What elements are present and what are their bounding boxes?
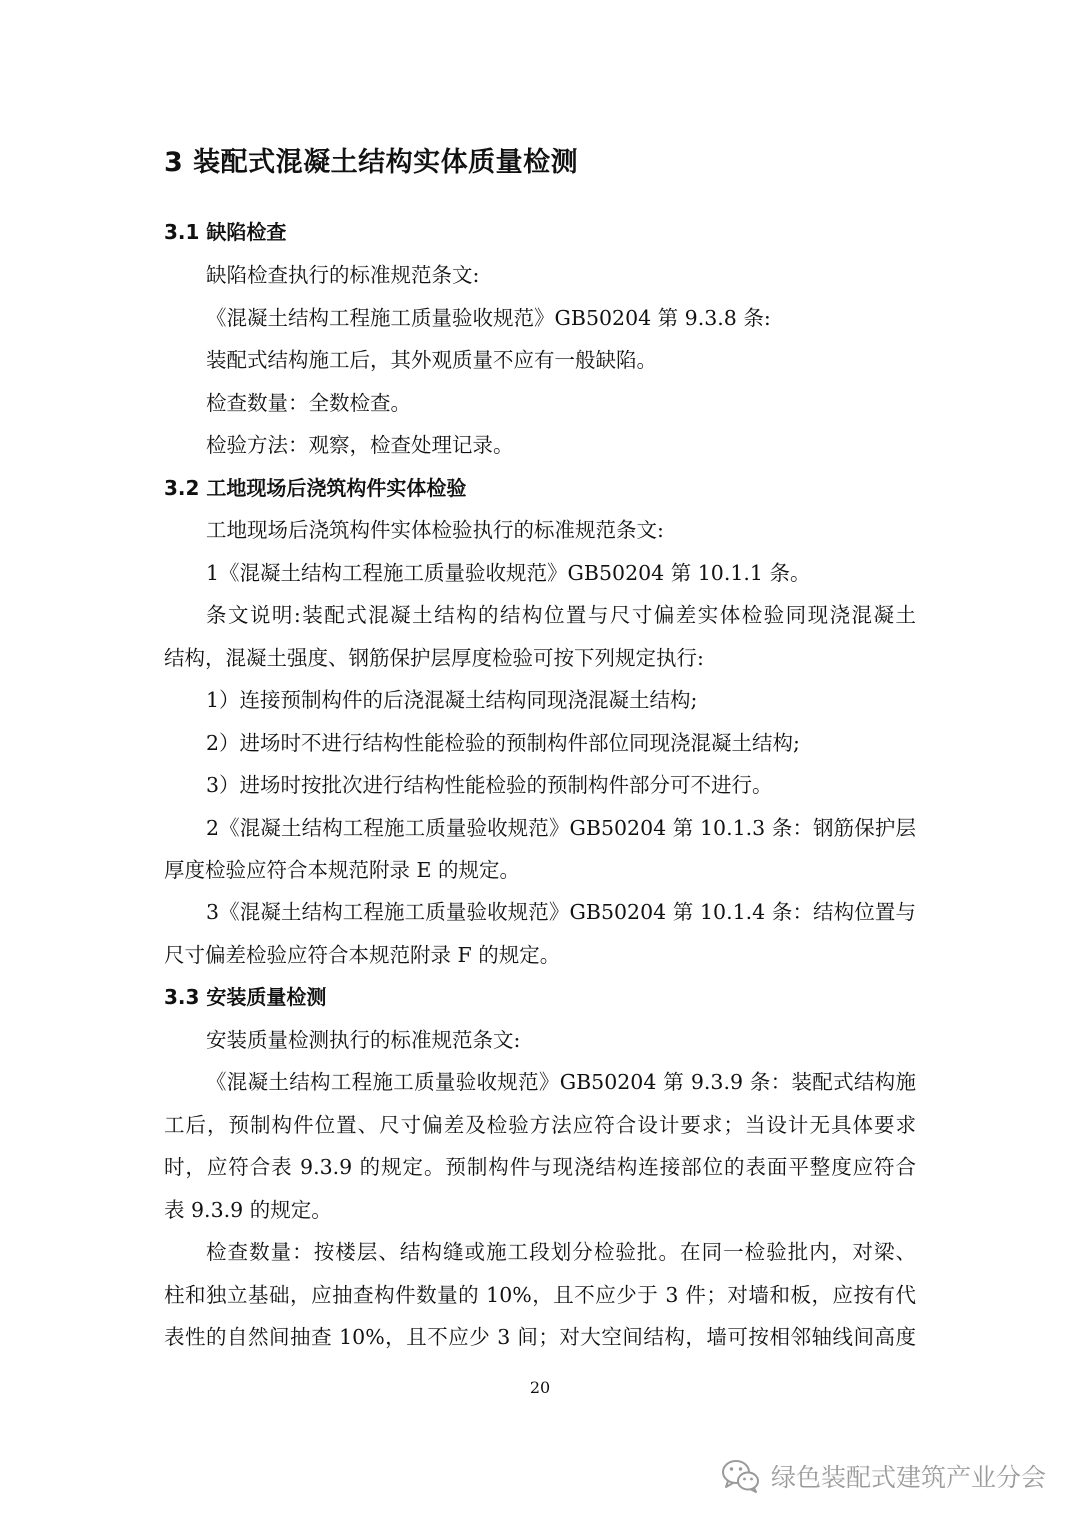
watermark [721, 1458, 1046, 1494]
paragraph-line: 检查数量：全数检查。 [206, 391, 411, 415]
list-item: 2）进场时不进行结构性能检验的预制构件部位同现浇混凝土结构; [206, 731, 800, 755]
paragraph-line: 工地现场后浇筑构件实体检验执行的标准规范条文: [206, 518, 664, 542]
paragraph-line: 《混凝土结构工程施工质量验收规范》GB50204 第 9.3.9 条：装配式结构施 [206, 1070, 916, 1094]
section-heading-3-3: 3.3 安装质量检测 [164, 985, 327, 1009]
paragraph-line: 缺陷检查执行的标准规范条文: [206, 263, 480, 287]
list-item: 3）进场时按批次进行结构性能检验的预制构件部分可不进行。 [206, 773, 773, 797]
paragraph-line: 结构，混凝土强度、钢筋保护层厚度检验可按下列规定执行: [164, 646, 704, 670]
section-heading-3-2: 3.2 工地现场后浇筑构件实体检验 [164, 476, 467, 500]
section-heading-3-1: 3.1 缺陷检查 [164, 220, 287, 244]
paragraph-line: 尺寸偏差检验应符合本规范附录 F 的规定。 [164, 943, 561, 967]
paragraph-line: 安装质量检测执行的标准规范条文: [206, 1028, 521, 1052]
paragraph-line: 时，应符合表 9.3.9 的规定。预制构件与现浇结构连接部位的表面平整度应符合 [164, 1155, 916, 1179]
paragraph-line: 2《混凝土结构工程施工质量验收规范》GB50204 第 10.1.3 条：钢筋保护层 [206, 816, 916, 840]
paragraph-line: 工后，预制构件位置、尺寸偏差及检验方法应符合设计要求；当设计无具体要求 [164, 1113, 916, 1137]
paragraph-line: 表 9.3.9 的规定。 [164, 1198, 332, 1222]
paragraph-line: 柱和独立基础，应抽查构件数量的 10%，且不应少于 3 件；对墙和板，应按有代 [164, 1283, 916, 1307]
paragraph-line: 1《混凝土结构工程施工质量验收规范》GB50204 第 10.1.1 条。 [206, 561, 811, 585]
paragraph-line: 厚度检验应符合本规范附录 E 的规定。 [164, 858, 520, 882]
paragraph-line: 条文说明:装配式混凝土结构的结构位置与尺寸偏差实体检验同现浇混凝土 [206, 603, 916, 627]
chapter-title: 3 装配式混凝土结构实体质量检测 [164, 147, 579, 178]
paragraph-line: 检查数量：按楼层、结构缝或施工段划分检验批。在同一检验批内，对梁、 [206, 1240, 916, 1264]
paragraph-line: 装配式结构施工后，其外观质量不应有一般缺陷。 [206, 348, 657, 372]
paragraph-line: 表性的自然间抽查 10%，且不应少 3 间；对大空间结构，墙可按相邻轴线间高度 [164, 1325, 916, 1349]
paragraph-line: 《混凝土结构工程施工质量验收规范》GB50204 第 9.3.8 条: [206, 306, 771, 330]
page-number: 20 [529, 1378, 551, 1397]
paragraph-line: 3《混凝土结构工程施工质量验收规范》GB50204 第 10.1.4 条：结构位置与 [206, 900, 916, 924]
paragraph-line: 检验方法：观察，检查处理记录。 [206, 433, 514, 457]
list-item: 1）连接预制构件的后浇混凝土结构同现浇混凝土结构; [206, 688, 698, 712]
wechat-icon [721, 1458, 761, 1494]
watermark-text: 绿色装配式建筑产业分会 [770, 1463, 1046, 1492]
